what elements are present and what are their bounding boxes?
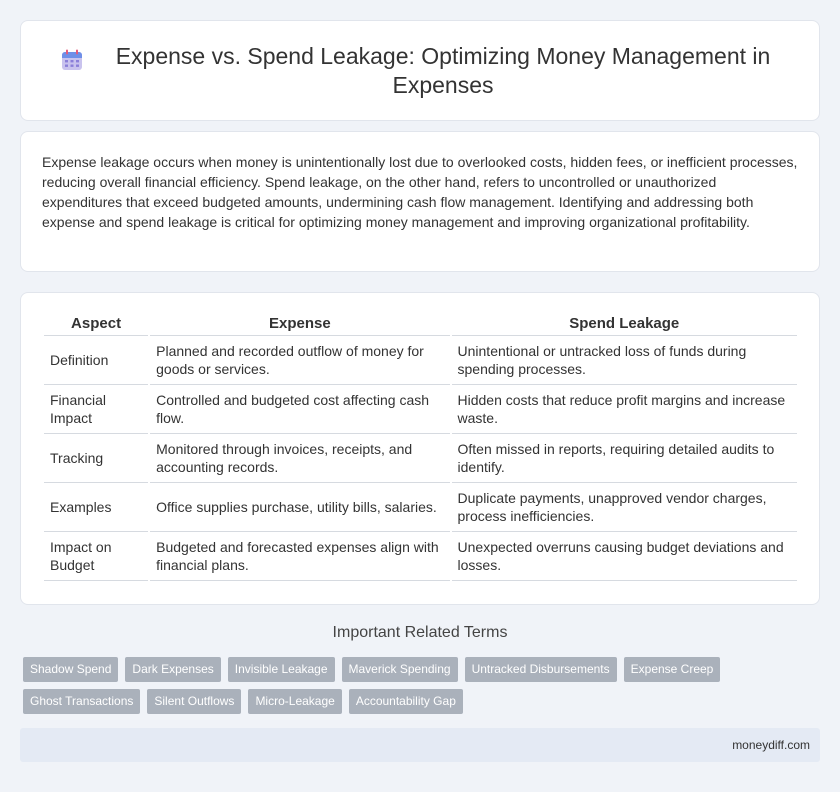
row-spend-leakage: Often missed in reports, requiring detailed audits to identify. xyxy=(452,434,797,483)
intro-paragraph: Expense leakage occurs when money is unintentionally lost due to overlooked costs, hidden fees, or inefficient processes, reducing overall financial efficiency. Spend leakage, on the other hand, refers to uncontrolled or unauthorized expenditures that exceed budgeted amounts, undermining cash flow management. Identifying and addressing both expense and spend leakage is critical for optimizing money management and improving organizational profitability. xyxy=(42,154,798,230)
header-expense: Expense xyxy=(150,313,449,336)
tag-accountability-gap[interactable]: Accountability Gap xyxy=(349,689,463,714)
tag-dark-expenses[interactable]: Dark Expenses xyxy=(125,657,220,682)
tag-expense-creep[interactable]: Expense Creep xyxy=(624,657,721,682)
table-header-row xyxy=(44,313,797,336)
comparison-table xyxy=(42,313,799,581)
row-expense: Planned and recorded outflow of money for goods or services. xyxy=(150,336,449,385)
row-expense: Budgeted and forecasted expenses align with financial plans. xyxy=(150,532,449,581)
row-aspect: Impact on Budget xyxy=(44,532,148,581)
footer-site-link[interactable]: moneydiff.com xyxy=(732,738,810,752)
related-terms-title: Important Related Terms xyxy=(332,624,508,641)
row-expense: Controlled and budgeted cost affecting cash flow. xyxy=(150,385,449,434)
header-spend-leakage: Spend Leakage xyxy=(452,313,797,336)
tag-untracked-disbursements[interactable]: Untracked Disbursements xyxy=(465,657,617,682)
row-aspect: Tracking xyxy=(44,434,148,483)
related-terms-tags xyxy=(23,657,823,721)
row-expense: Monitored through invoices, receipts, and accounting records. xyxy=(150,434,449,483)
header-card xyxy=(20,20,820,121)
table-row xyxy=(44,532,797,581)
header-aspect: Aspect xyxy=(44,313,148,336)
row-aspect: Examples xyxy=(44,483,148,532)
page-title: Expense vs. Spend Leakage: Optimizing Money Management in Expenses xyxy=(115,42,771,98)
table-row xyxy=(44,336,797,385)
table-row xyxy=(44,385,797,434)
tag-invisible-leakage[interactable]: Invisible Leakage xyxy=(228,657,335,682)
row-spend-leakage: Unexpected overruns causing budget deviations and losses. xyxy=(452,532,797,581)
row-spend-leakage: Unintentional or untracked loss of funds during spending processes. xyxy=(452,336,797,385)
tag-ghost-transactions[interactable]: Ghost Transactions xyxy=(23,689,140,714)
row-expense: Office supplies purchase, utility bills, salaries. xyxy=(150,483,449,532)
tag-shadow-spend[interactable]: Shadow Spend xyxy=(23,657,118,682)
calendar-icon xyxy=(60,48,84,72)
intro-card xyxy=(20,131,820,272)
comparison-card xyxy=(20,292,820,605)
table-row xyxy=(44,434,797,483)
tag-micro-leakage[interactable]: Micro-Leakage xyxy=(248,689,341,714)
row-aspect: Financial Impact xyxy=(44,385,148,434)
row-spend-leakage: Hidden costs that reduce profit margins and increase waste. xyxy=(452,385,797,434)
tag-maverick-spending[interactable]: Maverick Spending xyxy=(342,657,458,682)
row-aspect: Definition xyxy=(44,336,148,385)
title-wrap xyxy=(60,42,780,100)
table-row xyxy=(44,483,797,532)
footer xyxy=(20,728,820,762)
row-spend-leakage: Duplicate payments, unapproved vendor charges, process inefficiencies. xyxy=(452,483,797,532)
tag-silent-outflows[interactable]: Silent Outflows xyxy=(147,689,241,714)
